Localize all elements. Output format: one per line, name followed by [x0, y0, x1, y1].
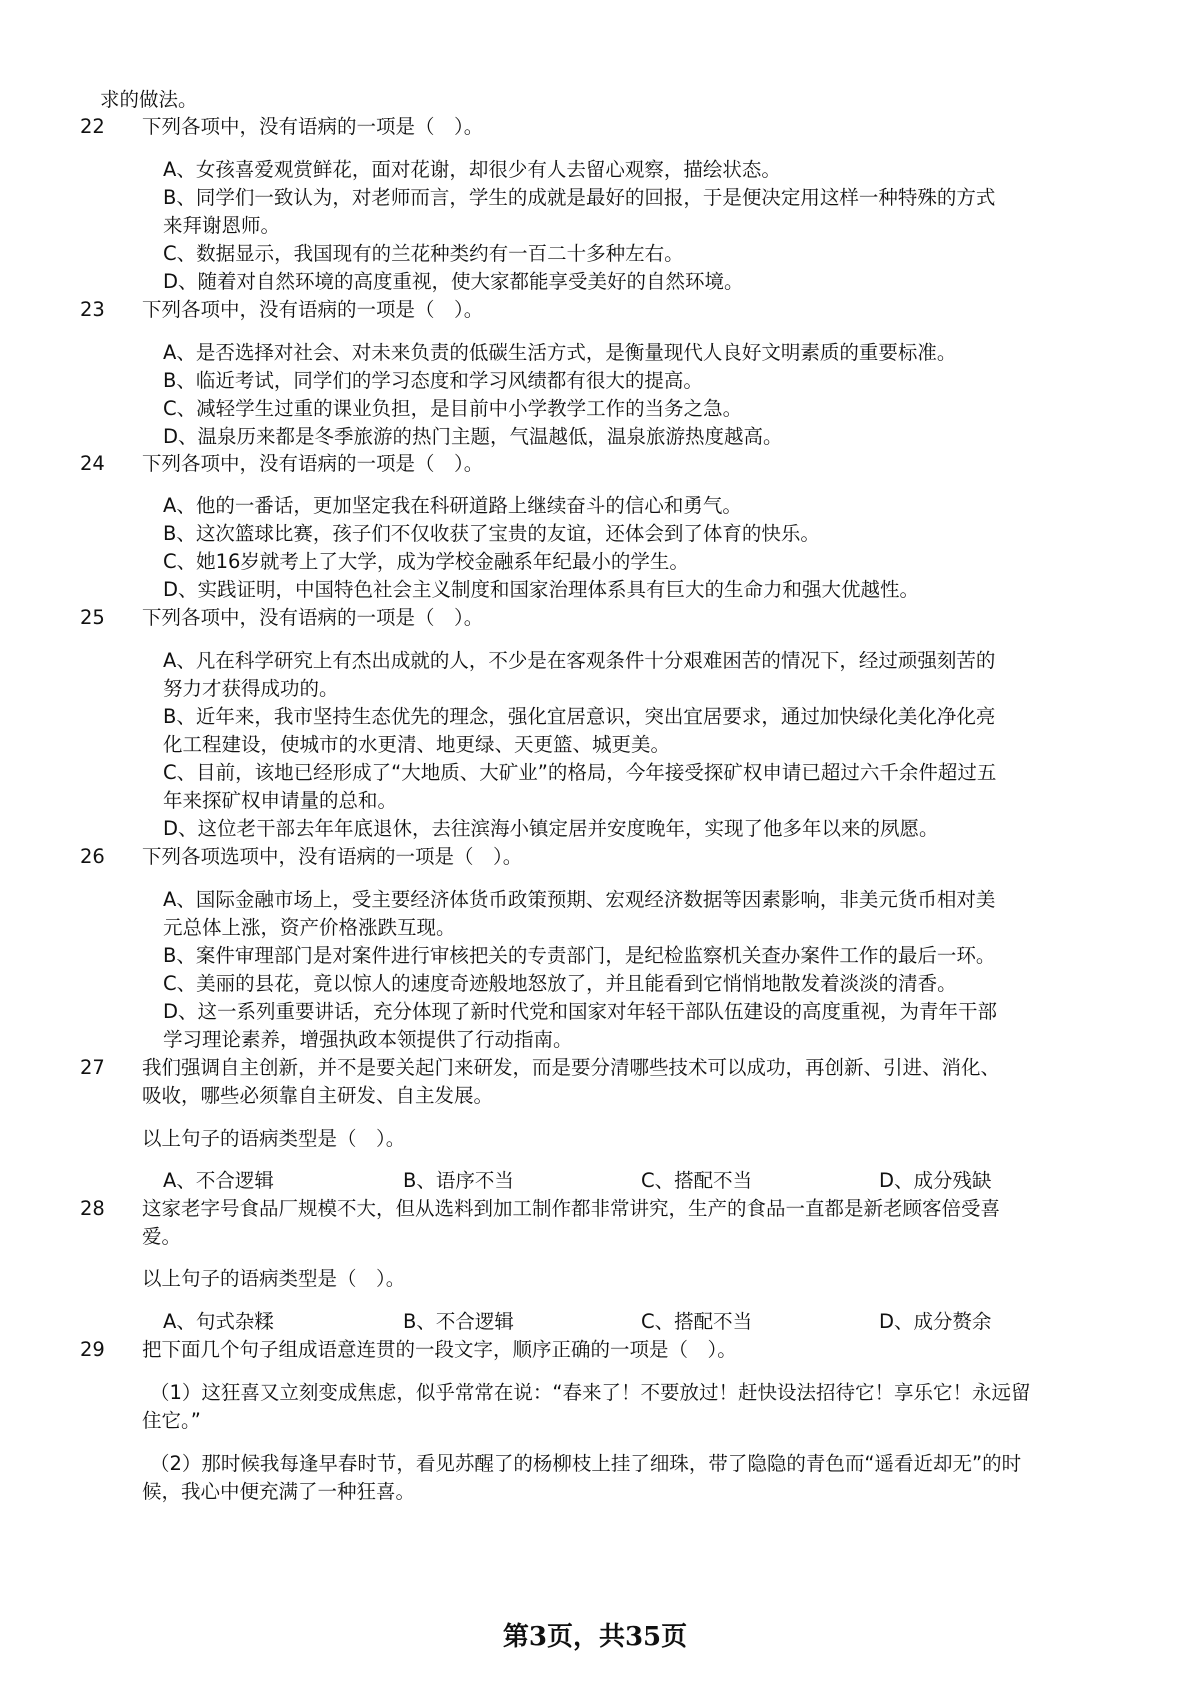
option-c: C、减轻学生过重的课业负担，是目前中小学教学工作的当务之急。 — [163, 397, 743, 420]
sentence-2: （2）那时候我每逢早春时节，看见苏醒了的杨柳枝上挂了细珠，带了隐隐的青色而“遥看近却无”的时 — [150, 1452, 1022, 1475]
continued-text: 求的做法。 — [100, 88, 198, 111]
option-b: B、不合逻辑 — [403, 1310, 514, 1333]
question-number: 29 — [80, 1338, 105, 1361]
option-c: C、搭配不当 — [641, 1310, 753, 1333]
question-stem-cont: 爱。 — [142, 1225, 182, 1248]
option-d: D、这一系列重要讲话，充分体现了新时代党和国家对年轻干部队伍建设的高度重视，为青年干部 — [163, 1000, 998, 1023]
option-b: B、临近考试，同学们的学习态度和学习风绩都有很大的提高。 — [163, 369, 703, 392]
option-d: D、温泉历来都是冬季旅游的热门主题，气温越低，温泉旅游热度越高。 — [163, 425, 783, 448]
option-d: D、这位老干部去年年底退休，去往滨海小镇定居并安度晚年，实现了他多年以来的夙愿。 — [163, 817, 939, 840]
option-a: A、他的一番话，更加坚定我在科研道路上继续奋斗的信心和勇气。 — [163, 494, 742, 517]
option-a: A、国际金融市场上，受主要经济体货币政策预期、宏观经济数据等因素影响，非美元货币相对美 — [163, 888, 996, 911]
option-b-cont: 来拜谢恩师。 — [163, 214, 281, 237]
question-number: 28 — [80, 1197, 105, 1220]
question-stem-cont: 吸收，哪些必须靠自主研发、自主发展。 — [142, 1084, 494, 1107]
option-c: C、数据显示，我国现有的兰花种类约有一百二十多种左右。 — [163, 242, 684, 265]
question-stem: 下列各项中，没有语病的一项是（ ）。 — [142, 115, 484, 138]
sentence-1-cont: 住它。” — [142, 1409, 201, 1432]
option-c-cont: 年来探矿权申请量的总和。 — [163, 789, 398, 812]
option-a: A、不合逻辑 — [163, 1169, 274, 1192]
option-a: A、女孩喜爱观赏鲜花，面对花谢，却很少有人去留心观察，描绘状态。 — [163, 158, 781, 181]
option-d: D、实践证明，中国特色社会主义制度和国家治理体系具有巨大的生命力和强大优越性。 — [163, 578, 920, 601]
question-stem: 我们强调自主创新，并不是要关起门来研发，而是要分清哪些技术可以成功，再创新、引进、消化、 — [142, 1056, 1001, 1079]
question-number: 24 — [80, 452, 105, 475]
option-b: B、这次篮球比赛，孩子们不仅收获了宝贵的友谊，还体会到了体育的快乐。 — [163, 522, 820, 545]
option-b: B、语序不当 — [403, 1169, 514, 1192]
question-number: 27 — [80, 1056, 105, 1079]
question-number: 23 — [80, 298, 105, 321]
question-prompt: 以上句子的语病类型是（ ）。 — [142, 1267, 406, 1290]
page-number-footer: 第3页，共35页 — [502, 1622, 688, 1652]
option-c: C、搭配不当 — [641, 1169, 753, 1192]
question-stem: 下列各项中，没有语病的一项是（ ）。 — [142, 452, 484, 475]
question-stem: 把下面几个句子组成语意连贯的一段文字，顺序正确的一项是（ ）。 — [142, 1338, 737, 1361]
question-stem: 下列各项中，没有语病的一项是（ ）。 — [142, 298, 484, 321]
option-d: D、成分赘余 — [879, 1310, 992, 1333]
option-a-cont: 元总体上涨，资产价格涨跌互现。 — [163, 916, 456, 939]
question-number: 22 — [80, 115, 105, 138]
option-c: C、目前，该地已经形成了“大地质、大矿业”的格局，今年接受探矿权申请已超过六千余件超过五 — [163, 761, 997, 784]
option-a: A、是否选择对社会、对未来负责的低碳生活方式，是衡量现代人良好文明素质的重要标准。 — [163, 341, 957, 364]
question-number: 26 — [80, 845, 105, 868]
option-row — [0, 1167, 1190, 1195]
sentence-2-cont: 候，我心中便充满了一种狂喜。 — [142, 1480, 416, 1503]
question-stem: 这家老字号食品厂规模不大，但从选料到加工制作都非常讲究，生产的食品一直都是新老顾客倍受喜 — [142, 1197, 1001, 1220]
question-stem: 下列各项选项中，没有语病的一项是（ ）。 — [142, 845, 523, 868]
question-number: 25 — [80, 606, 105, 629]
question-stem: 下列各项中，没有语病的一项是（ ）。 — [142, 606, 484, 629]
option-a-cont: 努力才获得成功的。 — [163, 677, 339, 700]
option-c: C、美丽的县花，竟以惊人的速度奇迹般地怒放了，并且能看到它悄悄地散发着淡淡的清香。 — [163, 972, 957, 995]
option-d-cont: 学习理论素养，增强执政本领提供了行动指南。 — [163, 1028, 573, 1051]
option-b: B、同学们一致认为，对老师而言，学生的成就是最好的回报，于是便决定用这样一种特殊的方式 — [163, 186, 996, 209]
option-d: D、随着对自然环境的高度重视，使大家都能享受美好的自然环境。 — [163, 270, 744, 293]
option-c: C、她16岁就考上了大学，成为学校金融系年纪最小的学生。 — [163, 550, 689, 573]
sentence-1: （1）这狂喜又立刻变成焦虑，似乎常常在说：“春来了！不要放过！赶快设法招待它！享乐它！永远留 — [150, 1381, 1031, 1404]
option-b-cont: 化工程建设，使城市的水更清、地更绿、天更篮、城更美。 — [163, 733, 671, 756]
option-a: A、句式杂糅 — [163, 1310, 274, 1333]
question-prompt: 以上句子的语病类型是（ ）。 — [142, 1127, 406, 1150]
option-b: B、近年来，我市坚持生态优先的理念，强化宜居意识，突出宜居要求，通过加快绿化美化净化亮 — [163, 705, 996, 728]
option-row — [0, 1308, 1190, 1336]
option-a: A、凡在科学研究上有杰出成就的人，不少是在客观条件十分艰难困苦的情况下，经过顽强刻苦的 — [163, 649, 996, 672]
option-d: D、成分残缺 — [879, 1169, 992, 1192]
option-b: B、案件审理部门是对案件进行审核把关的专责部门，是纪检监察机关查办案件工作的最后一环。 — [163, 944, 996, 967]
